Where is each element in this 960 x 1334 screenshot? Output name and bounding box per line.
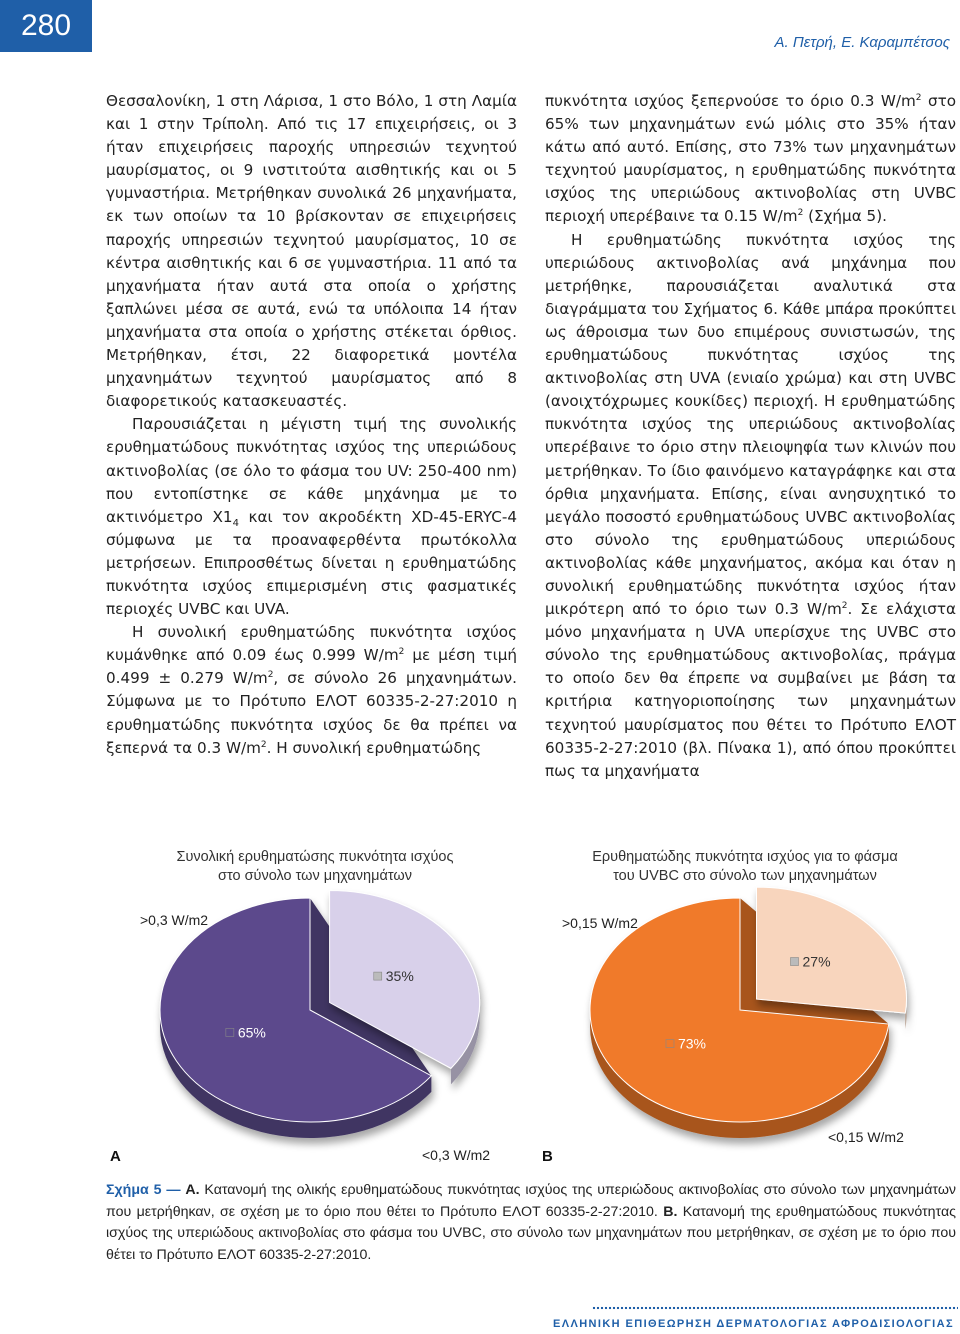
paragraph: Παρουσιάζεται η μέγιστη τιμή της συνολικής ερυθηματώδους πυκνότητας ισχύος της υπεριώδους ακτινοβολίας (σε όλο το φάσμα του UV: 250-400 nm) που εντοπίστηκε σε κάθε μηχάνημα με το ακτινόμετρο $X1_4$ και τον ακροδέκτη XD-45-ERYC-4 σύμφωνα με τα προαναφερθέντα πρωτόκολλα μετρήσεων. Επιπροσθέτως δίνεται η ερυθηματώδης πυκνότητα ισχύος επιμερισμένη στις φασματικές περιοχές UVBC και UVA. [106, 415, 517, 619]
slice-category-label: >0,3 W/m2 [140, 912, 209, 928]
legend-marker [374, 972, 382, 980]
right-column [545, 90, 956, 783]
slice-category-label: <0,15 W/m2 [828, 1129, 904, 1145]
chart-b [562, 887, 907, 1145]
running-head: Α. Πετρή, Ε. Καραμπέτσος [774, 34, 950, 51]
legend-marker [791, 958, 799, 966]
footer-dots [592, 1306, 958, 1310]
left-column [106, 90, 517, 760]
legend-marker [666, 1040, 674, 1048]
paragraph: Θεσσαλονίκη, 1 στη Λάρισα, 1 στο Βόλο, 1 στη Λαμία και 1 στην Τρίπολη. Από τις 17 επιχειρήσεις, οι 3 ήταν επιχειρήσεις παροχής υπηρεσιών τεχνητού μαυρίσματος, οι 9 ινστιτούτα αισθητικής και οι 5 γυμναστήρια. Μετρήθηκαν συνολικά 26 μηχανήματα, εκ των οποίων τα 10 βρίσκονταν σε επιχειρήσεις παροχής υπηρεσιών τεχνητού μαυρίσματος, 10 σε κέντρα αισθητικής και 6 σε γυμναστήρια. 11 από τα μηχανήματα ήταν αυτά στα οποία ο χρήστης ξαπλώνει μέσα σε αυτά, ενώ τα υπόλοιπα 14 ήταν μηχανήματα στα οποία ο χρήστης στέκεται όρθιος. Μετρήθηκαν, έτσι, 22 διαφορετικά μοντέλα μηχανημάτων τεχνητού μαυρίσματος από 8 διαφορετικούς κατασκευαστές. [106, 92, 517, 411]
slice-value-label: 27% [802, 953, 831, 970]
journal-name: ΕΛΛΗΝΙΚΗ ΕΠΙΘΕΩΡΗΣΗ ΔΕΡΜΑΤΟΛΟΓΙΑΣ ΑΦΡΟΔΙΣΙΟΛΟΓΙΑΣ [552, 1318, 954, 1330]
chart-a-title: Συνολική ερυθηματώσης πυκνότητα ισχύος στο σύνολο των μηχανημάτων [176, 849, 454, 884]
figure-caption: Σχήμα 5 — A. Κατανομή της ολικής ερυθηματώδους πυκνότητας ισχύος της υπεριώδους ακτινοβολίας στο σύνολο των μηχανημάτων που μετρήθηκαν, σε σχέση με το όριο που θέτει το Πρότυπο ΕΛΟΤ 60335-2-27:2010. B. Κατανομή της ερυθηματώδους πυκνότητας ισχύος της υπεριώδους ακτινοβολίας στο φάσμα του UVBC, στο σύνολο των μηχανημάτων που μετρήθηκαν, σε σχέση με το όριο που θέτει το Πρότυπο ΕΛΟΤ 60335-2-27:2010. [106, 1182, 956, 1263]
panel-label-b: B [542, 1148, 553, 1165]
paragraph: Η συνολική ερυθηματώδης πυκνότητα ισχύος κυμάνθηκε από 0.09 έως 0.999 $W/m^2$ με μέση τιμή 0.499 ± 0.279 $W/m^2$, σε σύνολο 26 μηχανημάτων. Σύμφωνα με το Πρότυπο ΕΛΟΤ 60335-2-27:2010 η ερυθηματώδης πυκνότητα ισχύος δε θα πρέπει να ξεπερνά τα 0.3 $W/m^2$. Η συνολική ερυθηματώδης [106, 623, 518, 757]
slice-category-label: >0,15 W/m2 [562, 915, 638, 931]
chart-a [140, 891, 490, 1163]
page-number: 280 [0, 0, 92, 52]
slice-value-label: 35% [385, 968, 414, 985]
pie-slice-top [757, 887, 907, 1013]
chart-b-title: Ερυθηματώδης πυκνότητα ισχύος για το φάσμα του UVBC στο σύνολο των μηχανημάτων [592, 849, 898, 884]
figure-5 [100, 830, 960, 1175]
paragraph: Η ερυθηματώδης πυκνότητα ισχύος της υπεριώδους ακτινοβολίας ανά μηχάνημα που μετρήθηκε, παρουσιάζεται αναλυτικά στα διαγράμματα του Σχήματος 6. Κάθε μπάρα προκύπτει ως άθροισμα των δυο επιμέρους συνιστωσών, της ερυθηματώδους πυκνότητας ισχύος της ακτινοβολίας στη UVA (ενιαίο χρώμα) και στη UVBC (ανοιχτόχρωμες κουκίδες) περιοχή. Η ερυθηματώδης πυκνότητα ισχύος της υπεριώδους ακτινοβολίας υπερέβαινε το όριο στην πλειοψηφία των κλινών που μετρήθηκαν. Το ίδιο φαινόμενο καταγράφηκε και στα όρθια μηχανήματα. Επίσης, είναι ανησυχητικό το μεγάλο ποσοστό ερυθηματώδους UVBC ακτινοβολίας στο σύνολο της ερυθηματώδους υπεριώδους ακτινοβολίας κάθε μηχανήματος, ακόμα και όταν η συνολική ερυθηματώδης πυκνότητα ισχύος ήταν μικρότερη από το όριο των 0.3 $W/m^2$. Σε ελάχιστα μόνο μηχανήματα η UVA υπερίσχυε της UVBC στο σύνολο της ερυθηματώδους ακτινοβολίας, πράγμα το οποίο δεν θα έπρεπε να συμβαίνει με βάση τα κριτήρια κατηγοριοποίησης των μηχανημάτων τεχνητού μαυρίσματος που θέτει το Πρότυπο ΕΛΟΤ 60335-2-27:2010 (βλ. Πίνακα 1), από όπου προκύπτει πως τα μηχανήματα [545, 230, 956, 780]
panel-label-a: A [110, 1148, 121, 1165]
legend-marker [226, 1028, 234, 1036]
paragraph: πυκνότητα ισχύος ξεπερνούσε το όριο 0.3 $W/m^2$ στο 65% των μηχανημάτων ενώ μόλις στο 35% ήταν κάτω από αυτό. Επίσης, στο 73% των μηχανημάτων τεχνητού μαυρίσματος, η ερυθηματώδης πυκνότητα ισχύος της υπεριώδους ακτινοβολίας στη UVBC περιοχή υπερέβαινε τα 0.15 $W/m^2$ (Σχήμα 5). [545, 92, 957, 226]
slice-category-label: <0,3 W/m2 [422, 1147, 491, 1163]
slice-value-label: 65% [237, 1024, 266, 1041]
slice-value-label: 73% [677, 1035, 707, 1052]
